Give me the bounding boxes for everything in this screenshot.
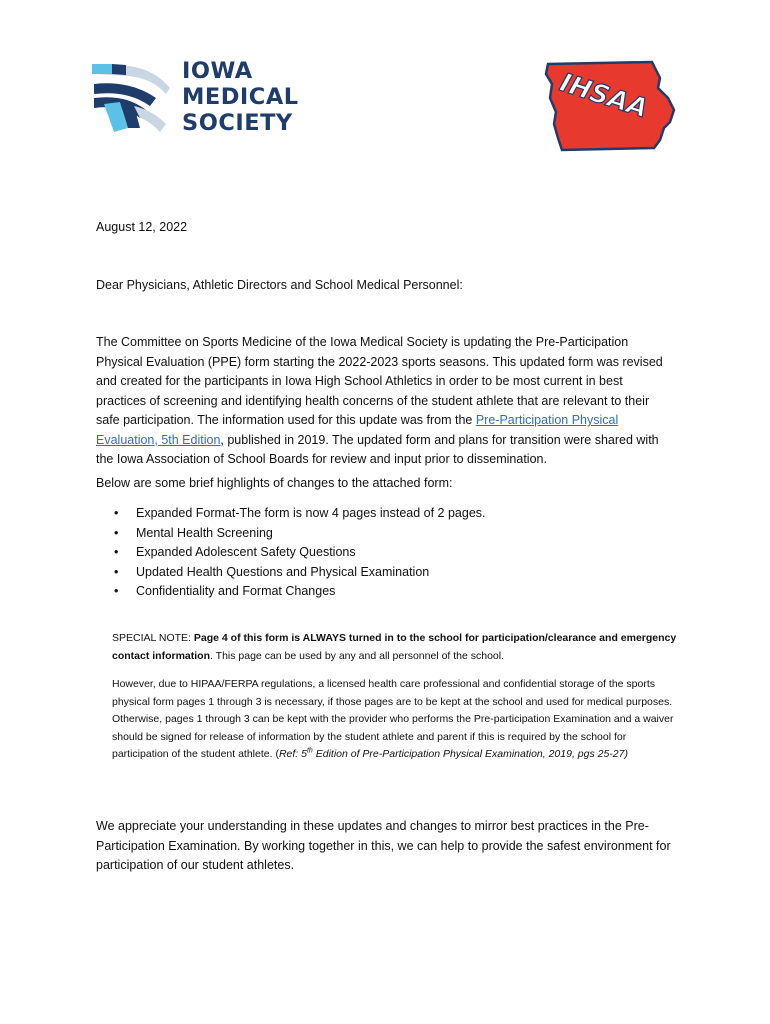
- reference-citation: [279, 748, 628, 760]
- body-text-part-1: The Committee on Sports Medicine of the Iowa Medical Society is updating the Pre-Participation Physical Evaluation (PPE) form starting the 2022-2023 sports seasons. This updated form was revised and created for the participants in Iowa High School Athletics in order to be most current in best practices of screening and identifying health concerns of the student athlete that are relevant to their safe participation. The information used for this update was from the: [96, 335, 663, 427]
- bullet: •: [114, 525, 119, 540]
- list-item: [96, 504, 486, 524]
- special-note-rest: . This page can be used by any and all personnel of the school.: [210, 649, 505, 662]
- ims-logo-line-2: MEDICAL: [182, 84, 299, 110]
- list-item-text: Confidentiality and Format Changes: [136, 584, 336, 598]
- special-note: [112, 630, 678, 665]
- reference-superscript: th: [306, 747, 313, 755]
- list-item-text: Expanded Format-The form is now 4 pages instead of 2 pages.: [136, 506, 486, 520]
- special-note-emphasis: Page 4 of this form is ALWAYS turned in to the school for participation/clearance and emergency contact information: [112, 632, 677, 662]
- ims-logo-text: [182, 58, 299, 136]
- bullet: •: [114, 564, 119, 579]
- list-item: [96, 543, 486, 563]
- bullet: •: [114, 506, 119, 520]
- ppe-5th-edition-link[interactable]: Pre-Participation Physical Evaluation, 5th Edition: [96, 413, 619, 447]
- list-item: [96, 563, 486, 583]
- highlights-list: [96, 504, 486, 602]
- list-item-text: Expanded Adolescent Safety Questions: [136, 545, 356, 559]
- letter-body-paragraph: [96, 333, 676, 470]
- hipaa-note-text: However, due to HIPAA/FERPA regulations, a licensed health care professional and confidential storage of the sports physical form pages 1 through 3 is necessary, if those pages are to be kept at the school and used for medical purposes. Otherwise, pages 1 through 3 can be kept with the provider who performs the Pre-participation Examination and a waiver should be signed for release of information by the student athlete and parent if this is required by the school for participation of the student athlete. (: [112, 678, 674, 760]
- bullet: •: [114, 545, 119, 559]
- ihsaa-logo-text: IHSAA: [556, 67, 652, 125]
- list-item-text: Mental Health Screening: [136, 525, 273, 540]
- reference-part-a: Ref: 5: [278, 748, 307, 760]
- hipaa-note: [112, 676, 678, 764]
- ims-logo-line-1: IOWA: [182, 58, 253, 84]
- list-item-text: Updated Health Questions and Physical Examination: [136, 564, 430, 579]
- highlights-intro: Below are some brief highlights of changes to the attached form:: [96, 476, 453, 490]
- reference-part-b: Edition of Pre-Participation Physical Examination, 2019, pgs 25-27): [312, 748, 628, 760]
- letter-date: August 12, 2022: [96, 220, 188, 234]
- list-item: [96, 524, 486, 544]
- ihsaa-logo: [542, 58, 680, 152]
- special-note-label: SPECIAL NOTE:: [112, 632, 194, 644]
- letter-greeting: Dear Physicians, Athletic Directors and School Medical Personnel:: [96, 278, 463, 292]
- bullet: •: [114, 584, 119, 598]
- ims-logo-line-3: SOCIETY: [182, 110, 293, 136]
- body-text-part-2: , published in 2019. The updated form and plans for transition were shared with the Iowa Association of School Boards for review and input prior to dissemination.: [96, 432, 659, 466]
- list-item: [96, 582, 486, 602]
- closing-paragraph: We appreciate your understanding in these updates and changes to mirror best practices in the Pre-Participation Examination. By working together in this, we can help to provide the safest environment for participation of our student athletes.: [96, 819, 671, 872]
